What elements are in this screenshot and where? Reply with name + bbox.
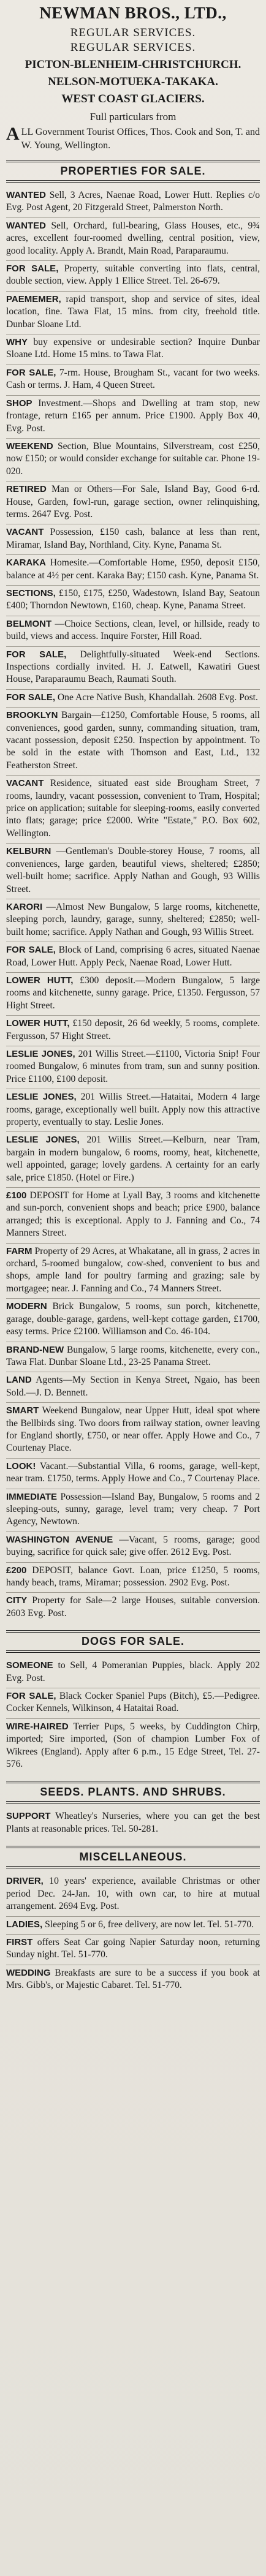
classified-ad bbox=[6, 1046, 260, 1089]
ad-body-text: Sell, Orchard, full-bearing, Glass Houses, etc., 9¾ acres, excellent four-roomed dwelling, central position, view, good locality. Apply A. Brandt, Main Road, Paraparaumu. bbox=[6, 220, 260, 256]
ad-lead-word: £200 bbox=[6, 1565, 27, 1576]
classified-ad bbox=[6, 1917, 260, 1935]
section-header: MISCELLANEOUS. bbox=[6, 1846, 260, 1868]
ad-lead-word: FARM bbox=[6, 1245, 32, 1256]
ad-lead-word: WASHINGTON AVENUE bbox=[6, 1534, 113, 1545]
ad-lead-word: FOR SALE, bbox=[6, 945, 56, 956]
ad-body-text: Weekend Bungalow, near Upper Hutt, ideal spot where the Bellbirds sing. Two doors from railway station, owner leaving for England shortly, £750, or near offer. Apply Howe and Co., 7 Courtenay Place. bbox=[6, 1405, 260, 1454]
ad-body-text: Bungalow, 5 large rooms, kitchenette, every con., Tawa Flat. Dunbar Sloane Ltd., 23-25 Panama Street. bbox=[6, 1344, 260, 1367]
ad-body-text: Vacant.—Substantial Villa, 6 rooms, garage, well-kept, near tram. £1750, terms. Apply Howe and Co., 7 Courtenay Place. bbox=[6, 1460, 260, 1484]
ad-lead-word: KARORI bbox=[6, 901, 43, 912]
classified-ad bbox=[6, 708, 260, 776]
ad-body-text: Property of 29 Acres, at Whakatane, all in grass, 2 acres in orchard, 5-roomed bungalow, cow-shed, convenient to bus and shops, ample land for poultry farming and grazing; sale by mortgagee; near. J. Fanning and Co., 74 Manners Street. bbox=[6, 1245, 260, 1294]
section-header: DOGS FOR SALE. bbox=[6, 1630, 260, 1653]
ad-body-text: Investment.—Shops and Dwelling at tram stop, new frontage, return £165 per annum. Price £1900. Apply Box 40, Evg. Post. bbox=[6, 398, 260, 434]
classified-list bbox=[6, 1873, 260, 1995]
ad-lead-word: FOR SALE, bbox=[6, 1691, 56, 1702]
drop-cap: A bbox=[6, 124, 20, 144]
ad-body-text: Terrier Pups, 5 weeks, by Cuddington Chirp, imported; Sire imported, (Son of champion Lumber Fox of Wikrees (England). Apply after 6 p.m., 15 Edge Street, Tel. 27-576. bbox=[6, 1721, 260, 1770]
classified-ad bbox=[6, 1089, 260, 1132]
classified-ad bbox=[6, 555, 260, 586]
ad-lead-word: WEEKEND bbox=[6, 440, 53, 451]
ad-body-text: —Gentleman's Double-storey House, 7 rooms, all conveniences, large garden, beautiful views, sheltered; £2850; well-built home; sacrifice. Apply Nathan and Gough, 93 Willis Street. bbox=[6, 846, 260, 894]
ad-body-text: One Acre Native Bush, Khandallah. 2608 Evg. Post. bbox=[57, 692, 258, 703]
route-line-2: NELSON-MOTUEKA-TAKAKA. bbox=[48, 75, 218, 88]
classified-ad bbox=[6, 1489, 260, 1532]
ad-body-text: Block of Land, comprising 6 acres, situated Naenae Road, Lower Hutt. Apply Peck, Naenae Road, Lower Hutt. bbox=[6, 945, 260, 968]
ad-lead-word: LOOK! bbox=[6, 1460, 36, 1471]
ad-body-text: £300 deposit.—Modern Bungalow, 5 large rooms and kitchenette, sunny garage. Price, £1350. Fergusson, 57 Hight Street. bbox=[6, 975, 260, 1011]
route-line-1: PICTON-BLENHEIM-CHRISTCHURCH. bbox=[25, 58, 241, 71]
classified-ad bbox=[6, 616, 260, 647]
ad-lead-word: £100 bbox=[6, 1190, 27, 1201]
ad-body-text: Man or Others—For Sale, Island Bay, Good 6-rd. House, Garden, fowl-run, garage section, owner relinquishing, terms. 2647 Evg. Post. bbox=[6, 484, 260, 519]
classified-ad bbox=[6, 1593, 260, 1623]
classified-ad bbox=[6, 1808, 260, 1838]
classified-ad bbox=[6, 1563, 260, 1593]
brand-title: NEWMAN BROS., LTD., bbox=[39, 4, 227, 22]
services-line-2: REGULAR SERVICES. bbox=[70, 41, 196, 54]
ad-body-text: Agents—My Section in Kenya Street, Ngaio, has been Sold.—J. D. Bennett. bbox=[6, 1375, 260, 1398]
ad-body-text: Possession, £150 cash, balance at less than rent, Miramar, Island Bay, Northland, City. Kyne, Panama St. bbox=[6, 527, 260, 550]
ad-body-text: offers Seat Car going Napier Saturday noon, returning Sunday night. Tel. 51-770. bbox=[6, 1936, 260, 1960]
ad-body-text: Homesite.—Comfortable Home, £950, deposit £150, balance at 4½ per cent. Karaka Bay; £150 cash. Kyne, Panama St. bbox=[6, 557, 260, 581]
newman-bros-advertisement bbox=[6, 4, 260, 153]
classified-ad bbox=[6, 1658, 260, 1688]
ad-body-text: —Choice Sections, clean, level, or hillside, ready to build, views and access. Inquire Forster, Hill Road. bbox=[6, 618, 260, 642]
ad-lead-word: SUPPORT bbox=[6, 1811, 51, 1822]
classified-list bbox=[6, 187, 260, 1623]
classified-ad bbox=[6, 218, 260, 261]
classified-ad bbox=[6, 1532, 260, 1563]
ad-lead-word: KELBURN bbox=[6, 846, 51, 857]
ad-lead-word: BROOKLYN bbox=[6, 710, 58, 721]
ad-body-text: 7-rm. House, Brougham St., vacant for two weeks. Cash or terms. J. Ham, 4 Queen Street. bbox=[6, 367, 260, 391]
ad-body-text: Bargain—£1250, Comfortable House, 5 rooms, all conveniences, good garden, sunny, commanding situation, tram, vacant possession, deposit £250. Inspection by appointment. To be sold in the estate with Thomson and East, Ltd., 132 Featherston Street. bbox=[6, 710, 260, 771]
ad-lead-word: LAND bbox=[6, 1375, 32, 1386]
ad-body-text: 201 Willis Street.—Kelburn, near Tram, bargain in modern bungalow, 6 rooms, roomy, heat, kitchenette, well appointed, garage; lovely gardens. A certainty for an early sale, price £1850. (Hotel or Fire.) bbox=[6, 1135, 260, 1183]
ad-body-text: buy expensive or undesirable section? Inquire Dunbar Sloane Ltd. Home 15 mins. to Tawa Flat. bbox=[6, 337, 260, 360]
classified-ad bbox=[6, 1016, 260, 1046]
classified-sections bbox=[6, 160, 260, 1995]
ad-body-text: Sell, 3 Acres, Naenae Road, Lower Hutt. Replies c/o Evg. Post Agent, 20 Fitzgerald Street, Palmerston North. bbox=[6, 190, 260, 213]
ad-body-text: 201 Willis Street.—£1100, Victoria Snip! Four roomed Bungalow, 6 minutes from tram, sun and sunny position. Price £1100, £100 deposit. bbox=[6, 1048, 260, 1084]
ad-body-text: 10 years' experience, available Christmas or other period Dec. 24-Jan. 10, with own car, to hire at mutual arrangement. 2694 Evg. Post. bbox=[6, 1876, 260, 1912]
classified-ad bbox=[6, 844, 260, 899]
ad-lead-word: WANTED bbox=[6, 190, 46, 200]
ad-lead-word: WHY bbox=[6, 337, 28, 348]
ad-body-text: rapid transport, shop and service of sites, ideal location, fine. Tawa Flat, 15 mins. from city, freehold title. Dunbar Sloane Ltd. bbox=[6, 293, 260, 330]
ad-body-text: Possession—Island Bay, Bungalow, 5 rooms and 2 sleeping-outs, sunny, garage, level tram; very cheap. 7 Port Agency, Newtown. bbox=[6, 1491, 260, 1527]
ad-body-text: Delightfully-situated Week-end Sections. Inspections cordially invited. H. J. Eatwell, Kawatiri Guest House, Paraparaumu Beach, Raumati South. bbox=[6, 649, 260, 685]
ad-lead-word: LESLIE JONES, bbox=[6, 1135, 80, 1146]
ad-lead-word: LESLIE JONES, bbox=[6, 1048, 75, 1059]
ad-body-text: £150, £175, £250, Wadestown, Island Bay, Seatoun £400; Thorndon Newtown, £160, cheap. Kyne, Panama Street. bbox=[6, 587, 260, 611]
classified-ad bbox=[6, 439, 260, 482]
classified-ad bbox=[6, 1403, 260, 1459]
ad-lead-word: CITY bbox=[6, 1595, 28, 1606]
classified-ad bbox=[6, 1935, 260, 1965]
services-line-1: REGULAR SERVICES. bbox=[70, 26, 196, 39]
ad-body-text: Residence, situated east side Brougham Street, 7 rooms, laundry, vacant possession, convenient to Tram, Hospital; price on application; suitable for sleeping-rooms, easily converted into flats; garage; price £2000. Write "Estate," P.O. Box 602, Wellington. bbox=[6, 778, 260, 839]
ad-lead-word: WEDDING bbox=[6, 1967, 51, 1978]
classified-list bbox=[6, 1808, 260, 1838]
particulars-body-text: LL Government Tourist Offices, Thos. Cook and Son, T. and W. Young, Wellington. bbox=[21, 127, 260, 151]
ad-body-text: DEPOSIT, balance Govt. Loan, price £1250, 5 rooms, handy beach, trams, Miramar; possession. 2902 Evg. Post. bbox=[6, 1565, 260, 1588]
classified-ad bbox=[6, 365, 260, 396]
ad-body-text: —Almost New Bungalow, 5 large rooms, kitchenette, sleeping porch, laundry, garage, sunny, sheltered; £2850; well-built home; sacrifice. Apply Nathan and Gough, 93 Willis Street. bbox=[6, 901, 260, 937]
classified-ad bbox=[6, 482, 260, 524]
ad-lead-word: DRIVER, bbox=[6, 1876, 44, 1887]
ad-lead-word: BRAND-NEW bbox=[6, 1344, 64, 1355]
classified-ad bbox=[6, 776, 260, 844]
ad-lead-word: SHOP bbox=[6, 398, 32, 409]
classified-ad bbox=[6, 690, 260, 708]
classified-ad bbox=[6, 1873, 260, 1916]
ad-lead-word: FOR SALE, bbox=[6, 649, 67, 660]
ad-body-text: Breakfasts are sure to be a success if you book at Mrs. Gibb's, or Majestic Cabaret. Tel. 51-770. bbox=[6, 1967, 260, 1991]
ad-body-text: Section, Blue Mountains, Silverstream, cost £250, now £150; or would consider exchange for suitable car. Phone 19-020. bbox=[6, 440, 260, 477]
ad-lead-word: FOR SALE, bbox=[6, 692, 56, 703]
route-line-3: WEST COAST GLACIERS. bbox=[61, 93, 205, 105]
ad-lead-word: WANTED bbox=[6, 220, 46, 231]
ad-lead-word: WIRE-HAIRED bbox=[6, 1721, 69, 1732]
ad-body-text: —Vacant, 5 rooms, garage; good buying, sacrifice for quick sale; give offer. 2612 Evg. Post. bbox=[6, 1534, 260, 1558]
classified-ad bbox=[6, 396, 260, 439]
ad-lead-word: LESLIE JONES, bbox=[6, 1092, 77, 1103]
ad-lead-word: BELMONT bbox=[6, 618, 52, 629]
ad-lead-word: VACANT bbox=[6, 778, 44, 789]
classified-ad bbox=[6, 1688, 260, 1719]
classified-ad bbox=[6, 586, 260, 616]
ad-lead-word: LOWER HUTT, bbox=[6, 975, 74, 986]
classified-ad bbox=[6, 973, 260, 1016]
classified-ad bbox=[6, 647, 260, 690]
ad-lead-word: FOR SALE, bbox=[6, 367, 56, 378]
particulars-line: Full particulars from bbox=[89, 111, 177, 123]
ad-lead-word: IMMEDIATE bbox=[6, 1491, 58, 1502]
classified-ad bbox=[6, 334, 260, 365]
ad-body-text: Property, suitable converting into flats, central, double section, view. Apply 1 Ellice Street. Tel. 26-679. bbox=[6, 263, 260, 287]
classified-ad bbox=[6, 261, 260, 292]
ad-body-text: Sleeping 5 or 6, free delivery, are now let. Tel. 51-770. bbox=[45, 1919, 254, 1930]
ad-body-text: Brick Bungalow, 5 rooms, sun porch, kitchenette, garage, double-garage, gardens, well-kept cottage garden, £1700, easy terms. Price £2100. Williamson and Co. 46-104. bbox=[6, 1301, 260, 1337]
classified-ad bbox=[6, 1965, 260, 1995]
classified-ad bbox=[6, 524, 260, 555]
ad-body-text: to Sell, 4 Pomeranian Puppies, black. Apply 202 Evg. Post. bbox=[6, 1660, 260, 1683]
classified-ad bbox=[6, 1372, 260, 1403]
section-header: PROPERTIES FOR SALE. bbox=[6, 160, 260, 183]
ad-lead-word: KARAKA bbox=[6, 557, 46, 568]
ad-lead-word: SOMEONE bbox=[6, 1660, 53, 1671]
ad-body-text: DEPOSIT for Home at Lyall Bay, 3 rooms and kitchenette and sun-porch, convenient shops and beach; price £900, balance arranged; this is exceptional. Apply to J. Fanning and Co., 74 Manners Street. bbox=[6, 1190, 260, 1239]
ad-lead-word: SECTIONS, bbox=[6, 587, 56, 599]
ad-lead-word: SMART bbox=[6, 1405, 39, 1416]
ad-body-text: £150 deposit, 26 6d weekly, 5 rooms, complete. Fergusson, 57 Hight Street. bbox=[6, 1018, 260, 1041]
ad-lead-word: LOWER HUTT, bbox=[6, 1018, 70, 1029]
section-header: SEEDS. PLANTS. AND SHRUBS. bbox=[6, 1781, 260, 1804]
ad-lead-word: RETIRED bbox=[6, 484, 47, 495]
classified-ad bbox=[6, 1188, 260, 1244]
classified-ad bbox=[6, 1244, 260, 1299]
ad-body-text: 201 Willis Street.—Hataitai, Modern 4 large rooms, garage, exceptionally well built. Apply now this attractive property, eventually to stay. Leslie Jones. bbox=[6, 1092, 260, 1127]
classified-ad bbox=[6, 942, 260, 973]
ad-lead-word: VACANT bbox=[6, 527, 44, 538]
classified-ad bbox=[6, 292, 260, 334]
ad-lead-word: FIRST bbox=[6, 1936, 33, 1947]
ad-lead-word: LADIES, bbox=[6, 1919, 43, 1930]
particulars-body bbox=[6, 126, 260, 153]
ad-lead-word: MODERN bbox=[6, 1301, 47, 1312]
ad-body-text: Property for Sale—2 large Houses, suitable conversion. 2603 Evg. Post. bbox=[6, 1595, 260, 1618]
ad-lead-word: PAEMEMER, bbox=[6, 293, 61, 304]
classified-ad bbox=[6, 1719, 260, 1774]
ad-body-text: Black Cocker Spaniel Pups (Bitch), £5.—Pedigree. Cocker Kennels, Wilkinson, 4 Hataitai Road. bbox=[6, 1691, 260, 1714]
classified-ad bbox=[6, 1459, 260, 1489]
classified-ad bbox=[6, 1299, 260, 1342]
classified-ad bbox=[6, 187, 260, 218]
classified-ad bbox=[6, 1342, 260, 1373]
ad-lead-word: FOR SALE, bbox=[6, 263, 59, 274]
classified-list bbox=[6, 1658, 260, 1773]
classified-ad bbox=[6, 899, 260, 942]
classified-ad bbox=[6, 1132, 260, 1188]
ad-body-text: Wheatley's Nurseries, where you can get the best Plants at reasonable prices. Tel. 50-281. bbox=[6, 1811, 260, 1834]
